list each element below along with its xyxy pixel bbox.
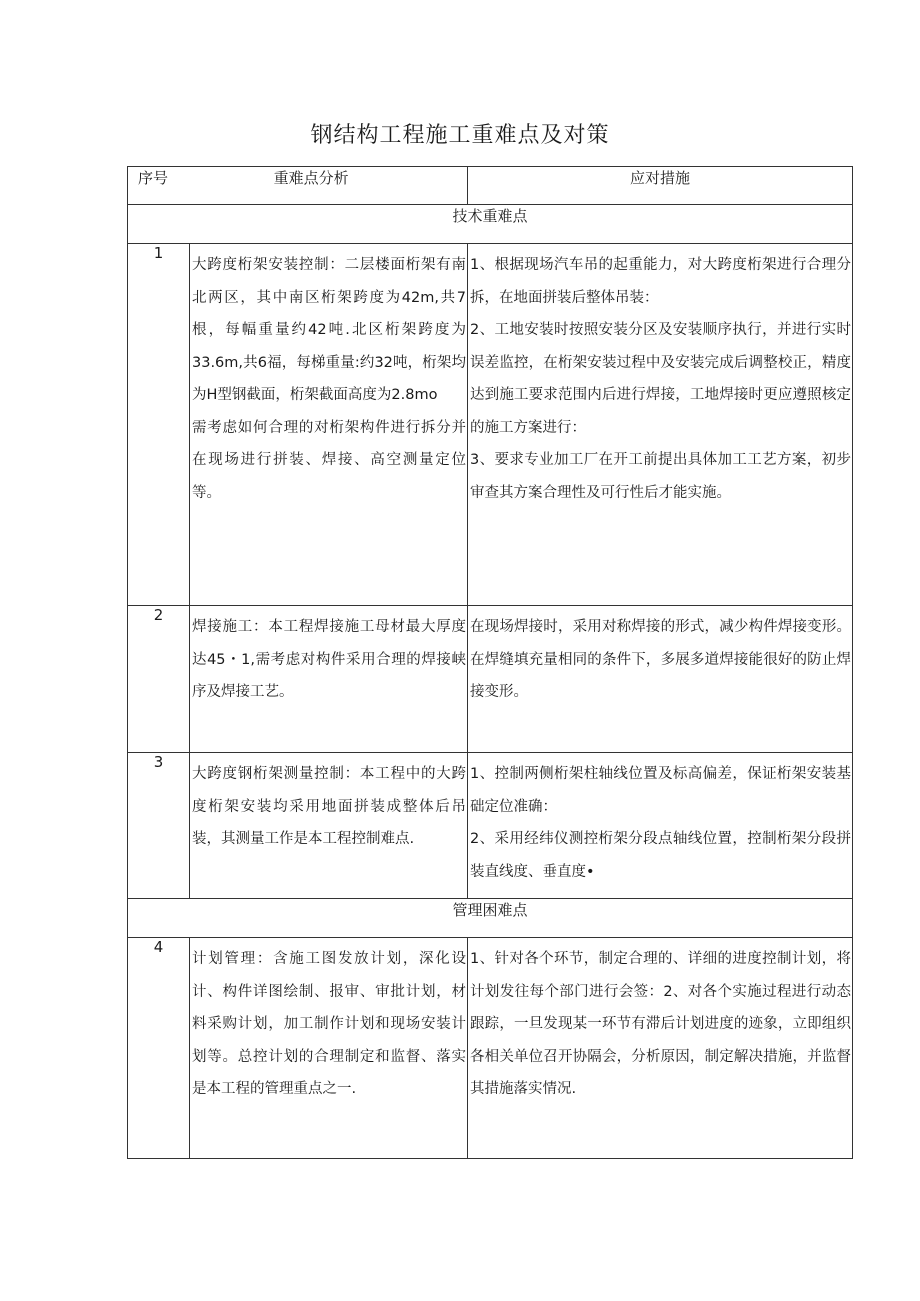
measures-paragraph: 3、要求专业加工厂在开工前提出具体加工工艺方案，初步审查其方案合理性及可行性后才能实施。 [470,452,851,501]
section-row [128,205,853,244]
table-row [128,606,853,753]
measures-cell [468,938,853,1159]
measures-text [468,753,852,888]
measures-cell [468,606,853,753]
header-cell-no-analysis [128,167,468,205]
row-number: 4 [128,938,190,1159]
document-title: 钢结构工程施工重难点及对策 [310,123,610,148]
header-no: 序号 [138,169,169,187]
measures-paragraph: 2、工地安装时按照安装分区及安装顺序执行，并进行实时误差监控，在桁架安装过程中及安装完成后调整校正，精度达到施工要求范围内后进行焊接，工地焊接时更应遵照核定的施工方案进行： [470,322,851,436]
table-row [128,753,853,899]
measures-paragraph: 在现场焊接时，采用对称焊接的形式，减少构件焊接变形。在焊缝填充量相同的条件下，多展多道焊接能很好的防止焊接变形。 [470,619,851,700]
header-analysis: 重难点分析 [273,169,349,187]
analysis-cell [190,606,468,753]
analysis-paragraph: 计划管理：含施工图发放计划，深化设计、构件详图绘制、报审、审批计划，材料采购计划，加工制作计划和现场安装计划等。总控计划的合理制定和监督、落实是本工程的管理重点之一. [192,951,466,1097]
measures-cell [468,244,853,606]
measures-paragraph: 1、控制两侧桁架柱轴线位置及标高偏差，保证桁架安装基础定位准确： [470,766,851,815]
measures-cell [468,753,853,899]
analysis-paragraph: 大跨度钢桁架测量控制：本工程中的大跨度桁架安装均采用地面拼装成整体后吊装，其测量工作是本工程控制难点. [192,766,466,847]
analysis-cell [190,753,468,899]
measures-paragraph: 2、采用经纬仪测控桁架分段点轴线位置，控制桁架分段拼装直线度、垂直度• [470,831,851,880]
analysis-cell [190,938,468,1159]
table-header-row [128,167,853,205]
difficulties-table [127,166,853,1159]
analysis-cell [190,244,468,606]
table-row [128,244,853,606]
analysis-paragraph: 需考虑如何合理的对桁架构件进行拆分并在现场进行拼装、焊接、高空测量定位等。 [192,419,466,501]
analysis-paragraph: 大跨度桁架安装控制：二层楼面桁架有南北两区，其中南区桁架跨度为42m,共7根，每幅重量约42吨.北区桁架跨度为33.6m,共6福，每梯重量:约32吨，桁架均为H型钢截面，桁架截面高度为2.8mo [192,257,466,403]
row-number: 1 [128,244,190,606]
analysis-paragraph: 焊接施工：本工程焊接施工母材最大厚度达45・1,需考虑对构件采用合理的焊接峡序及焊接工艺。 [192,619,466,700]
measures-paragraph: 1、根据现场汽车吊的起重能力，对大跨度桁架进行合理分拆，在地面拼装后整体吊装： [470,257,851,306]
row-number: 3 [128,753,190,899]
measures-text [468,244,852,509]
analysis-text [190,244,467,509]
measures-paragraph: 1、针对各个环节，制定合理的、详细的进度控制计划，将计划发往每个部门进行会签：2、对各个实施过程进行动态跟踪，一旦发现某一环节有滞后计划进度的迹象，立即组织各相关单位召开协隔会，分析原因，制定解决措施，并监督其措施落实情况. [470,951,851,1097]
table-row [128,938,853,1159]
row-number: 2 [128,606,190,753]
section-row [128,899,853,938]
header-measures: 应对措施 [468,167,853,205]
section-title: 技术重难点 [128,205,853,244]
section-title: 管理困难点 [128,899,853,938]
